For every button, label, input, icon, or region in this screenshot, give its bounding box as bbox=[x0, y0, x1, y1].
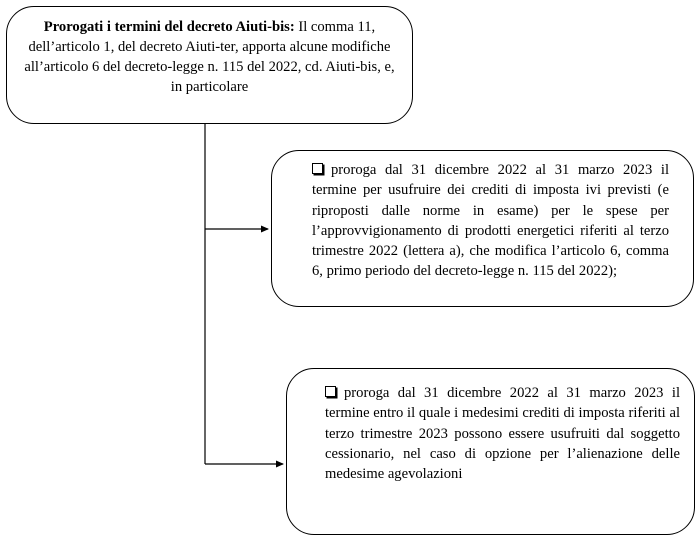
item-box-2 bbox=[286, 368, 695, 535]
item-2-text: proroga dal 31 dicembre 2022 al 31 marzo 2023 il termine entro il quale i medesimi crediti di imposta riferiti al terzo trimestre 2023 possono essere usufruiti dal soggetto cessionario, nel caso di opzione per l’alienazione delle medesime agevolazioni bbox=[325, 385, 680, 483]
item-1-text: proroga dal 31 dicembre 2022 al 31 marzo 2023 il termine per usufruire dei crediti di imposta ivi previsti (e riproposti dalle norme in esame) per le spese per l’approvvigionamento di prodotti energetici riferiti al terzo trimestre 2022 (lettera a), che modifica l’articolo 6, comma 6, primo periodo del decreto-legge n. 115 del 2022); bbox=[312, 162, 669, 280]
item-2-paragraph bbox=[325, 383, 680, 484]
checkbox-bullet-icon bbox=[312, 163, 323, 174]
main-statement-title: Prorogati i termini del decreto Aiuti-bis: bbox=[43, 19, 295, 35]
item-box-1 bbox=[271, 150, 694, 307]
checkbox-bullet-icon bbox=[325, 386, 336, 397]
main-statement-text: Il comma 11, dell’articolo 1, del decreto Aiuti-ter, apporta alcune modifiche all’articolo 6 del decreto-legge n. 115 del 2022, cd. Aiuti-bis, e, in particolare bbox=[24, 19, 395, 95]
item-1-paragraph bbox=[312, 160, 669, 282]
main-statement-box bbox=[6, 6, 413, 124]
